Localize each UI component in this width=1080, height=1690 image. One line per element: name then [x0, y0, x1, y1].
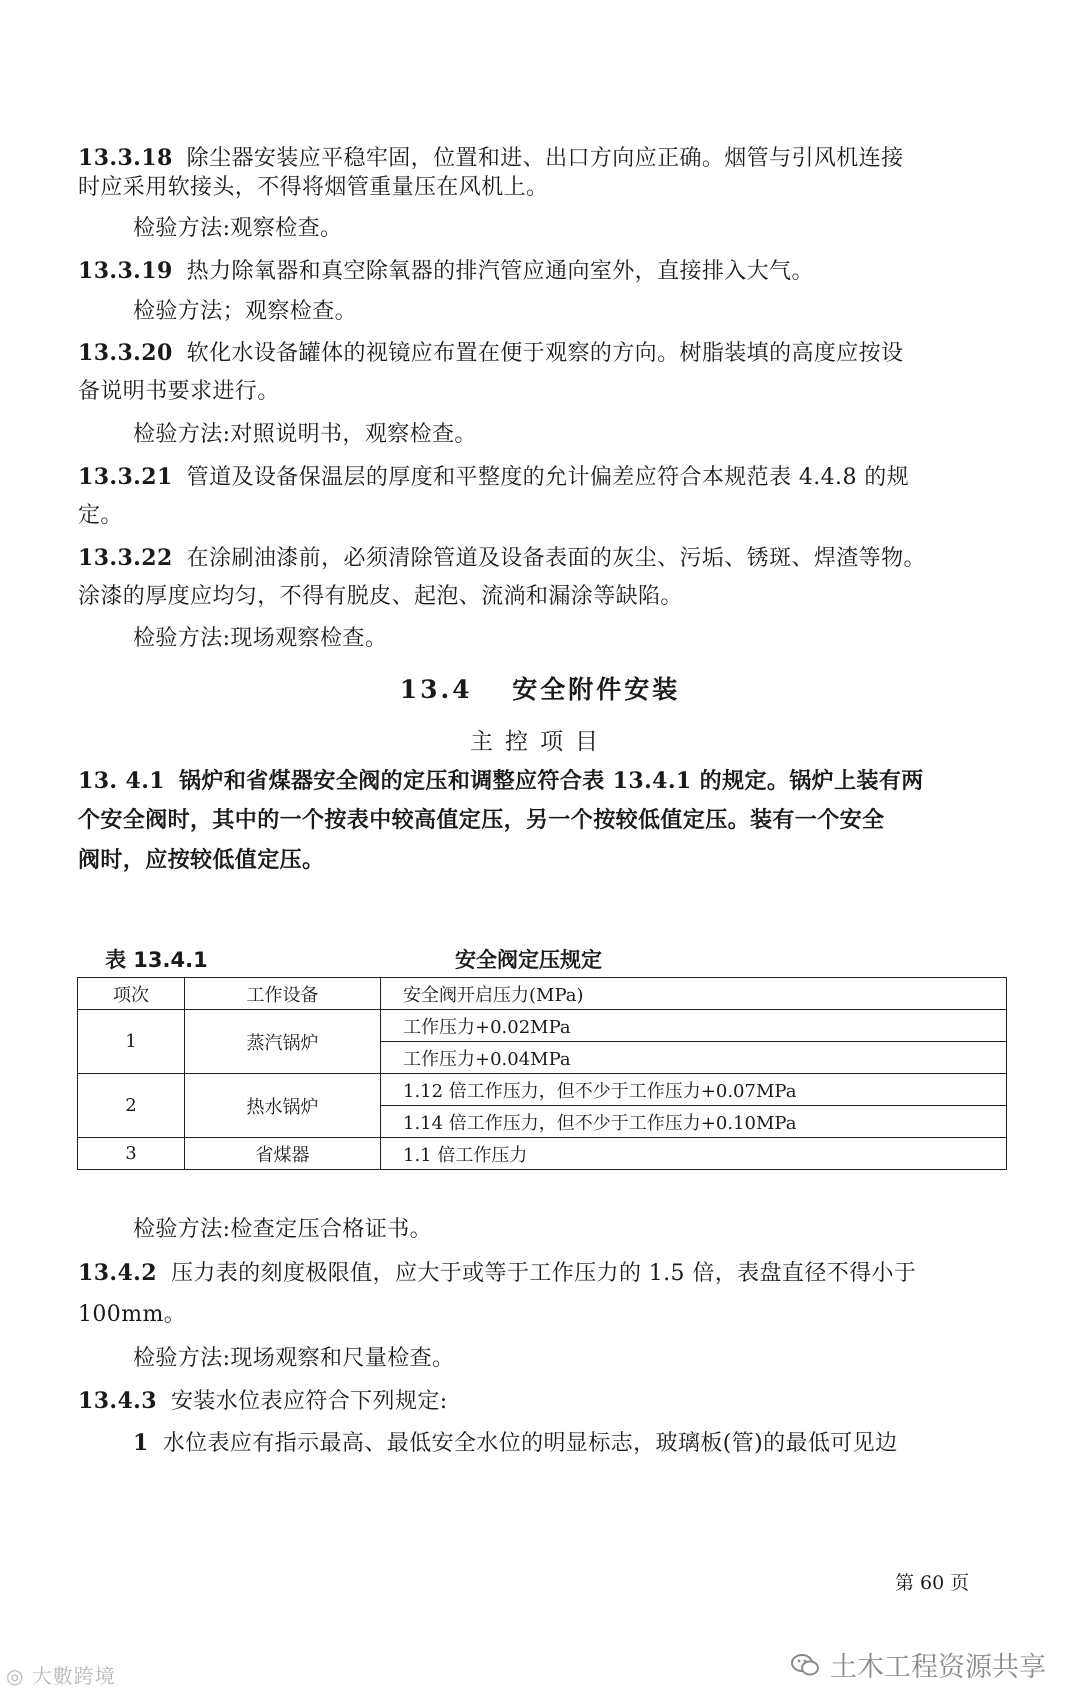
clause-13-3-21: 13.3.21 管道及设备保温层的厚度和平整度的允计偏差应符合本规范表 4.4.8 的规 — [78, 464, 910, 490]
safety-valve-table — [77, 977, 1007, 1170]
page-number: 第 60 页 — [895, 1572, 970, 1594]
clause-13-3-20: 13.3.20 软化水设备罐体的视镜应布置在便于观察的方向。树脂装填的高度应按设 — [78, 340, 904, 366]
table-title: 安全阀定压规定 — [455, 948, 602, 972]
table-cell: 省煤器 — [185, 1138, 381, 1170]
table-header-row — [78, 978, 1007, 1010]
clause-13-4-3: 13.4.3 安装水位表应符合下列规定: — [78, 1388, 448, 1414]
clause-13-4-1: 13. 4.1 锅炉和省煤器安全阀的定压和调整应符合表 13.4.1 的规定。锅炉上装有两 — [78, 768, 924, 794]
check-method: 检验方法:现场观察和尺量检查。 — [133, 1346, 455, 1371]
watermark-logo-icon: ◎ — [6, 1664, 25, 1688]
check-method: 检验方法:对照说明书，观察检查。 — [133, 422, 477, 447]
clause-13-3-20-cont: 备说明书要求进行。 — [78, 379, 280, 404]
clause-13-3-22: 13.3.22 在涂刷油漆前，必须清除管道及设备表面的灰尘、污垢、锈斑、焊渣等物。 — [78, 545, 926, 571]
header-cell: 安全阀开启压力(MPa) — [381, 978, 1007, 1010]
table-cell: 3 — [78, 1138, 185, 1170]
check-method: 检验方法；观察检查。 — [133, 299, 358, 324]
check-method: 检验方法:现场观察检查。 — [133, 626, 388, 651]
table-cell: 1.1 倍工作压力 — [381, 1138, 1007, 1170]
clause-13-4-2: 13.4.2 压力表的刻度极限值，应大于或等于工作压力的 1.5 倍，表盘直径不得小于 — [78, 1260, 917, 1286]
table-cell: 工作压力+0.04MPa — [381, 1042, 1007, 1074]
watermark-left: ◎ 大數跨境 — [6, 1664, 116, 1688]
clause-13-3-18: 13.3.18 除尘器安装应平稳牢固，位置和进、出口方向应正确。烟管与引风机连接 — [78, 145, 904, 171]
table-row — [78, 1074, 1007, 1106]
table-cell: 1.14 倍工作压力，但不少于工作压力+0.10MPa — [381, 1106, 1007, 1138]
clause-13-3-21-cont: 定。 — [78, 503, 123, 528]
section-heading: 13.4 安全附件安装 — [399, 675, 681, 704]
wechat-icon — [790, 1653, 820, 1677]
check-method: 检验方法:观察检查。 — [133, 216, 343, 241]
table-row — [78, 1010, 1007, 1042]
clause-13-3-22-cont: 涂漆的厚度应均匀，不得有脱皮、起泡、流淌和漏涂等缺陷。 — [78, 584, 683, 609]
table-cell: 热水锅炉 — [185, 1074, 381, 1138]
sub-clause-1: 1 水位表应有指示最高、最低安全水位的明显标志，玻璃板(管)的最低可见边 — [133, 1430, 898, 1456]
table-label: 表 13.4.1 — [105, 948, 208, 972]
table-cell: 2 — [78, 1074, 185, 1138]
table-row — [78, 1138, 1007, 1170]
table-cell: 蒸汽锅炉 — [185, 1010, 381, 1074]
header-cell: 工作设备 — [185, 978, 381, 1010]
sub-heading: 主控项目 — [470, 729, 610, 755]
header-cell: 项次 — [78, 978, 185, 1010]
clause-13-4-2-cont: 100mm。 — [78, 1302, 187, 1327]
watermark-right: 土木工程资源共享 — [790, 1645, 1046, 1684]
clause-13-3-19: 13.3.19 热力除氧器和真空除氧器的排汽管应通向室外，直接排入大气。 — [78, 258, 814, 284]
table-cell: 1 — [78, 1010, 185, 1074]
clause-13-3-18-cont: 时应采用软接头，不得将烟管重量压在风机上。 — [78, 175, 549, 200]
clause-13-4-1-cont: 阀时，应按较低值定压。 — [78, 847, 325, 873]
clause-13-4-1-cont: 个安全阀时，其中的一个按表中较高值定压，另一个按较低值定压。装有一个安全 — [78, 807, 885, 833]
check-method: 检验方法:检查定压合格证书。 — [133, 1217, 433, 1242]
table-cell: 1.12 倍工作压力，但不少于工作压力+0.07MPa — [381, 1074, 1007, 1106]
table-cell: 工作压力+0.02MPa — [381, 1010, 1007, 1042]
table-caption — [105, 946, 965, 974]
